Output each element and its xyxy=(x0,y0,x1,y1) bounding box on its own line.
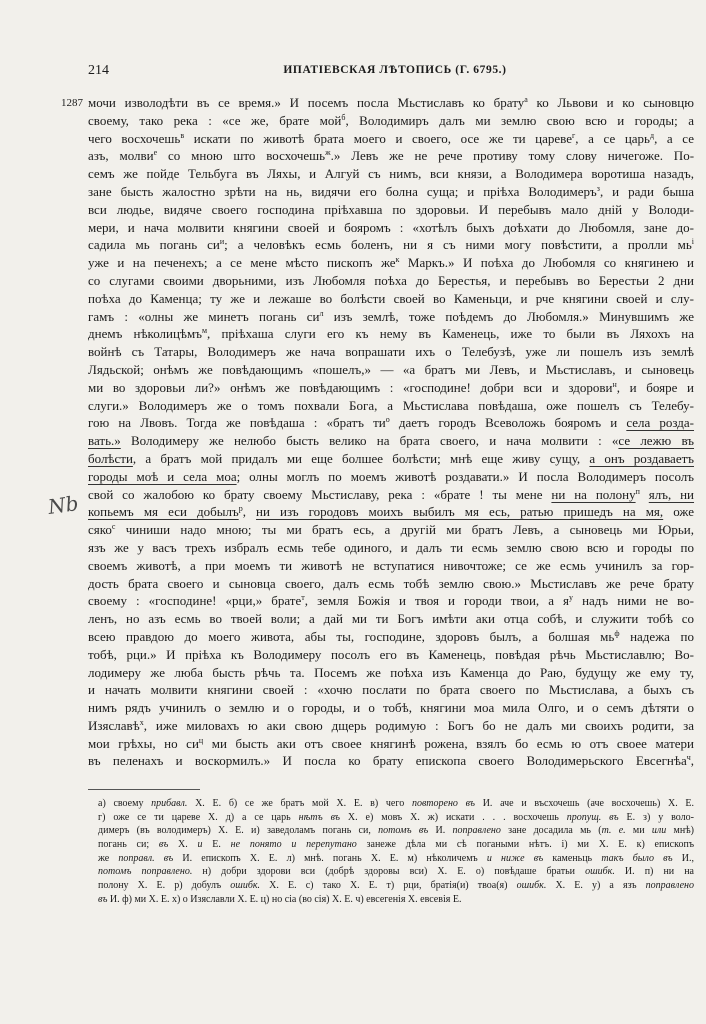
text-run: занеже дѣла ми сѣ погаными нѣтъ. і) ми Х. Е. к) епископъ xyxy=(356,839,694,851)
text-run: искати по животѣ брата моего и своего, осе же ти цареве xyxy=(184,130,573,146)
line-content xyxy=(88,699,694,717)
line-content xyxy=(88,272,694,290)
footnote-marker: т xyxy=(301,593,305,603)
footnote-marker: к xyxy=(395,255,400,265)
text-run: надежа по xyxy=(619,628,694,644)
text-run: слуги.» Володимеръ же о томъ похвали Бога, а Мьстислава повѣдаша, оже пошелъ съ Телебу- xyxy=(88,397,694,413)
line-content xyxy=(88,201,694,219)
text-run: Володимеру же нелюбо бысть велико на брата своего, и нача молвити : « xyxy=(120,433,619,449)
line-content xyxy=(88,575,694,593)
text-run: Е. з) у воло- xyxy=(618,811,694,823)
text-run: садила мь погань си xyxy=(88,237,220,253)
line-content xyxy=(88,539,694,557)
text-run: полону Х. Е. р) добулъ xyxy=(98,880,231,892)
italic-run: пропущ. въ xyxy=(566,811,619,823)
line-content xyxy=(88,183,694,201)
line-content xyxy=(98,824,694,838)
text-run: семъ же пойде Тельбуга въ Ляхы, и Алгуй съ нимъ, вси князи, а Володимера воротиша назадъ, xyxy=(88,166,694,182)
text-run: И. xyxy=(428,825,453,837)
text-run: , Володимиръ далъ ми землю свою всю и городы; а xyxy=(345,112,694,128)
text-run: , пріѣхаша слуги его къ нему въ Каменець, иже то были въ Ляхохъ на xyxy=(207,326,695,342)
footnote-line xyxy=(98,797,694,811)
italic-run: потомъ въ xyxy=(378,825,429,837)
footnote-marker: ч xyxy=(686,753,691,763)
text-line xyxy=(88,201,694,219)
text-line xyxy=(88,290,694,308)
underlined-run: вать.» xyxy=(88,433,121,449)
text-run: Х. Е. у) а язъ xyxy=(546,880,646,892)
footnote-marker: у xyxy=(569,593,574,603)
text-run: , xyxy=(690,753,694,769)
text-run: мнѣ) xyxy=(666,825,694,837)
text-run: своему : «господине! «рци,» брате xyxy=(88,593,302,609)
line-content xyxy=(88,165,694,183)
line-content xyxy=(88,325,694,343)
text-run: ми xyxy=(625,825,652,837)
footnotes xyxy=(98,797,694,907)
text-run: г) оже се ти цареве Х. д) а се царь xyxy=(98,811,299,823)
footnote-marker: н xyxy=(612,379,617,389)
line-content xyxy=(88,361,694,379)
footnote-line xyxy=(98,865,694,879)
text-line xyxy=(88,147,694,165)
text-line xyxy=(88,236,694,254)
italic-run: въ xyxy=(98,893,108,905)
text-run: нимъ рядъ учинилъ о землю и о городы, и о тобѣ, княгини моа мила Олго, и о семъ дѣтяти о xyxy=(88,700,694,716)
text-line xyxy=(88,575,694,593)
footnote-marker: п xyxy=(635,486,640,496)
text-run: сяко xyxy=(88,522,112,538)
chronicle-text xyxy=(88,94,694,770)
footnote-marker: з xyxy=(596,183,600,193)
text-run: зане досадила мь ( xyxy=(500,825,602,837)
footnote-marker: а xyxy=(524,95,528,104)
line-content xyxy=(88,219,694,237)
underlined-run: болѣсти xyxy=(88,450,133,466)
line-content xyxy=(88,450,694,468)
text-run: свой со жалобою ко брату своему Мьстиславу, река : «брате ! ты мене xyxy=(88,486,552,502)
footnote-line xyxy=(98,838,694,852)
text-run: , а се царь xyxy=(575,130,650,146)
text-line xyxy=(88,681,694,699)
text-run: ми бысть аки отъ своее княгинѣ рожена, взялъ бо есмь ю отъ своее матери xyxy=(203,735,694,751)
line-content xyxy=(88,664,694,682)
footnote-marker: е xyxy=(153,148,158,158)
line-content xyxy=(88,752,694,770)
line-content xyxy=(88,236,694,254)
underlined-run: ни на полону xyxy=(551,486,636,502)
line-content xyxy=(88,147,694,165)
text-run: уже и на печенехъ; а се мене мѣсто пископъ же xyxy=(88,255,396,271)
text-run: , а се xyxy=(654,130,694,146)
text-run: поѣха до Каменца; ту же и лежаше во болѣсти своей во Каменьци, и рче княгини своей и слу- xyxy=(88,290,694,306)
text-line xyxy=(88,94,694,112)
line-content xyxy=(88,521,694,539)
underlined-run: села розда- xyxy=(626,415,695,431)
line-content xyxy=(88,681,694,699)
text-line xyxy=(88,432,694,450)
text-run: Изяславѣ xyxy=(88,717,140,733)
line-content xyxy=(88,379,694,397)
italic-run: поправл. въ xyxy=(118,852,174,864)
text-line xyxy=(88,503,694,521)
text-run: ми во здоровьи ли?» онѣмъ же повѣдающимъ : «господине! добри вси и здорови xyxy=(88,379,613,395)
line-content xyxy=(88,717,694,735)
footnote-line xyxy=(98,879,694,893)
text-line xyxy=(88,272,694,290)
italic-run: въ xyxy=(158,839,169,851)
text-run: н) добри здорови вси (добрѣ здоровы вси) Х. Е. о) повѣдаше братьи xyxy=(192,866,586,878)
text-run: .» Левъ же не рече противу тому слову ничегоже. По- xyxy=(330,148,695,164)
text-run: , и бояре и xyxy=(616,379,694,395)
text-run xyxy=(640,487,649,502)
footnote-marker: р xyxy=(238,504,243,514)
line-content xyxy=(88,646,694,664)
text-run: каменьць xyxy=(543,852,602,864)
underlined-run: се лежю въ xyxy=(618,433,695,449)
footnote-marker: і xyxy=(691,237,694,247)
line-content xyxy=(88,432,694,450)
footnote-marker: д xyxy=(649,130,655,140)
footnote-rule xyxy=(88,789,200,790)
text-run: И. епископъ Х. Е. л) мнѣ. погань Х. Е. м) нѣколичемъ xyxy=(173,852,487,864)
footnote-line xyxy=(98,852,694,866)
text-run: димеръ (въ володимеръ) Х. Е. и) заведоламъ погань си, xyxy=(98,825,379,837)
text-run: а) своему xyxy=(98,798,152,809)
text-run: Х. xyxy=(168,839,198,851)
margin-year: 1287 xyxy=(61,97,83,109)
text-line xyxy=(88,130,694,148)
line-content xyxy=(88,308,694,326)
text-run: тобѣ, рци.» И пріѣха къ Володимеру посолъ его въ Каменець, повѣдая рѣчь Мьстиславлю; Во- xyxy=(88,646,694,662)
text-run: надъ ними не во- xyxy=(573,593,694,609)
text-run: и начать молвити княгини своей : «хочю послати по брата своего по Мьстислава, а быхъ съ xyxy=(88,682,694,698)
line-content xyxy=(98,811,694,825)
line-content xyxy=(88,592,694,610)
text-run: чиниши надо мною; ты ми братъ есь, а другій ми братъ Левъ, а сыновець ми Юрьи, xyxy=(115,522,694,538)
text-line xyxy=(88,752,694,770)
italic-run: и xyxy=(197,839,203,851)
text-run: , а братъ мой придалъ ми еще болшее болѣсти; мнѣ еще живу сущу, xyxy=(132,450,590,466)
underlined-run: городы моѣ и села моа xyxy=(88,468,237,484)
text-run: же xyxy=(98,852,119,864)
text-run: И. аче и въсхочешь (аче восхочешь) Х. Е. xyxy=(475,798,694,809)
text-run: мои грѣхы, но си xyxy=(88,735,199,751)
text-run: , земля Божія и твоя и городи твои, а я xyxy=(304,593,570,609)
line-content xyxy=(98,893,461,907)
line-content xyxy=(98,852,694,866)
text-line xyxy=(88,539,694,557)
italic-run: ошибк. xyxy=(585,866,615,878)
footnote-marker: ж xyxy=(325,148,331,158)
line-content xyxy=(88,414,694,432)
text-run: И. п) ни на xyxy=(614,866,694,878)
text-line xyxy=(88,521,694,539)
footnote-line xyxy=(98,824,694,838)
line-content xyxy=(98,797,694,811)
line-content xyxy=(98,865,694,879)
text-run: чего восхочешь xyxy=(88,130,181,146)
italic-run: поправлено xyxy=(452,825,501,837)
text-line xyxy=(88,254,694,272)
italic-run: потомъ поправлено. xyxy=(98,866,193,878)
line-content xyxy=(88,735,694,753)
italic-run: не понято и перепутано xyxy=(230,839,357,851)
italic-run: прибавл. xyxy=(151,798,188,809)
text-run: въ пеленахъ и воскормилъ.» И посла ко брату епископа своего Володимерьского Евсегнѣа xyxy=(88,753,687,769)
line-content xyxy=(88,486,694,504)
text-line xyxy=(88,183,694,201)
underlined-run: а онъ роздаваетъ xyxy=(589,450,694,466)
footnote-marker: ц xyxy=(198,735,204,745)
line-content xyxy=(88,290,694,308)
text-run: своемъ животѣ, а при моемъ ти животѣ не вступатися нивочтоже; се же есмь учинилъ за гор- xyxy=(88,557,694,573)
running-title: ИПАТІЕВСКАЯ ЛѢТОПИСЬ (Г. 6795.) xyxy=(283,64,507,76)
italic-run: и ниже въ xyxy=(486,852,544,864)
line-content xyxy=(88,94,694,112)
text-line xyxy=(88,361,694,379)
footnote-marker: г xyxy=(572,130,576,140)
text-line xyxy=(88,664,694,682)
italic-run: поправлено xyxy=(645,880,694,892)
text-line xyxy=(88,486,694,504)
text-run: Маркъ.» И поѣха до Любомля со княгинею и xyxy=(399,255,695,271)
line-content xyxy=(88,130,694,148)
text-run: вси людье, видяче своего господина пріѣхавша по здоровьи. И перебывъ мало дній у Володи- xyxy=(88,201,694,217)
underlined-run: ни изъ городовъ моихъ выбилъ мя есь, ратью пришедъ на мя, xyxy=(256,504,664,520)
text-run: ко Львови и ко сыновцю xyxy=(527,95,694,110)
text-run: даетъ городъ Всеволожь бояромъ и xyxy=(389,415,627,431)
line-content xyxy=(98,838,694,852)
text-run: со слугами своими дворьними, изъ Любомля поѣха до Берестья, и перебывъ во Берестьи 2 дни xyxy=(88,272,694,288)
text-run: , и ради быша xyxy=(599,183,694,199)
text-line xyxy=(88,112,694,130)
text-run: зане бысть жалостно зрѣти на нь, видячи его болна суща; и пріѣха Володимеръ xyxy=(88,183,597,199)
text-run: всею правдою до моего живота, абы ты, господине, здоровъ былъ, а болшая мь xyxy=(88,628,615,644)
footnote-marker: в xyxy=(180,130,185,140)
italic-run: или xyxy=(651,825,667,837)
text-run: Лядьской; онѣмъ же повѣдающимъ «пошелъ,» — «а братъ ми Левъ, и Мьстиславъ, и сыновець xyxy=(88,361,694,377)
underlined-run: копьемъ мя еси добылъ xyxy=(88,504,239,520)
line-content xyxy=(88,112,694,130)
footnote-marker: м xyxy=(201,326,207,336)
text-line xyxy=(88,397,694,415)
text-line xyxy=(88,557,694,575)
text-run: язъ же у васъ трехъ избралъ есмь тебе одиного, и далъ ти есмь землю свою всю и городы по xyxy=(88,539,694,555)
italic-run: т. е. xyxy=(601,825,626,837)
page-number: 214 xyxy=(88,63,109,78)
text-line xyxy=(88,219,694,237)
text-line xyxy=(88,592,694,610)
text-run: дость брата своего и сыновца своего, далъ есмь тобѣ землю свою.» Мьстиславъ же рече брату xyxy=(88,575,694,591)
margin-handwritten-note: Nb xyxy=(46,491,80,519)
text-run: мочи изволодѣти въ се время.» И посемъ посла Мьстиславъ ко брату xyxy=(88,95,525,110)
italic-run: нѣтъ въ xyxy=(298,811,340,823)
text-line xyxy=(88,450,694,468)
text-run: Х. Е. б) се же братъ мой Х. Е. в) чего xyxy=(187,798,412,809)
footnote-marker: с xyxy=(111,522,116,532)
text-run: войнѣ съ Татары, Володимеръ же нача вопрашати ихъ о Телебузѣ, уже ли пошелъ изъ землѣ xyxy=(88,344,694,360)
text-line xyxy=(88,646,694,664)
text-line xyxy=(88,414,694,432)
italic-run: такъ было въ xyxy=(601,852,673,864)
text-run: , xyxy=(242,504,257,520)
line-content xyxy=(88,557,694,575)
text-run: Е. xyxy=(202,839,231,851)
line-content xyxy=(88,397,694,415)
line-content xyxy=(88,254,694,272)
italic-run: ошибк. xyxy=(516,880,547,892)
text-run: ; олны моглъ по моемъ животѣ роздавати.» И посла Володимеръ посолъ xyxy=(236,468,694,484)
line-content xyxy=(88,343,694,361)
footnote-marker: о xyxy=(385,415,390,425)
text-run: лодимеру же люба бысть рѣчь та. Посемъ же поѣха изъ Каменца до Раю, будущу же ему ту, xyxy=(88,664,694,680)
text-run: И. ф) ми Х. Е. х) о Изяславли Х. Е. ц) но сіа (во сія) Х. Е. ч) евсегенія Х. евсевія Е. xyxy=(107,893,462,905)
line-content xyxy=(88,628,694,646)
text-line xyxy=(88,165,694,183)
text-run: Х. Е. с) тако Х. Е. т) рци, братія(и) твоа(я) xyxy=(260,880,517,892)
text-run: своему, тако река : «се же, брате мой xyxy=(88,112,342,128)
line-content xyxy=(88,503,694,521)
text-line xyxy=(88,717,694,735)
text-run: погань си; xyxy=(98,839,159,851)
text-line xyxy=(88,325,694,343)
footnote-marker: х xyxy=(139,717,144,727)
text-line xyxy=(88,308,694,326)
footnote-marker: л xyxy=(319,308,324,318)
text-run: гамъ : «олны же минетъ погань си xyxy=(88,308,320,324)
text-line xyxy=(88,628,694,646)
text-line xyxy=(88,468,694,486)
text-run: , иже миловахъ ю аки свою дщерь родимую : Богъ бо не далъ ми своихъ родити, за xyxy=(143,717,694,733)
line-content xyxy=(88,468,694,486)
text-line xyxy=(88,379,694,397)
text-run: мери, и нача молвити княгини своей и бояромъ : «хотѣлъ быхъ доѣхати до Любомля, зане до- xyxy=(88,219,694,235)
footnote-marker: б xyxy=(341,112,346,122)
text-run: днемъ нѣколицѣмъ xyxy=(88,326,202,342)
text-run: оже xyxy=(663,504,695,520)
text-line xyxy=(88,610,694,628)
text-run: гою на Лвовъ. Тогда же повѣдаша : «братъ ти xyxy=(88,415,386,431)
footnote-line xyxy=(98,893,694,907)
footnote-line xyxy=(98,811,694,825)
footnote-marker: ф xyxy=(614,628,620,638)
text-run: азъ, молви xyxy=(88,148,154,164)
footnote-marker: и xyxy=(219,237,225,247)
italic-run: повторено въ xyxy=(411,798,475,809)
text-run: И., xyxy=(672,852,694,864)
text-run: Х. е) мовъ Х. ж) искати . . . восхочешь xyxy=(339,811,567,823)
text-line xyxy=(88,699,694,717)
text-line xyxy=(88,735,694,753)
text-run: ; а человѣкъ есмь боленъ, ни я съ ними могу повѣстити, а пролли мь xyxy=(224,237,692,253)
text-line xyxy=(88,343,694,361)
text-run: ленъ, но азъ есмь во твоей воли; а дай ми ти Богъ имѣти аки отца собѣ, и служити тобѣ со xyxy=(88,611,694,627)
line-content xyxy=(88,610,694,628)
text-run: со мною што восхочешь xyxy=(157,148,326,164)
line-content xyxy=(98,879,694,893)
underlined-run: ялъ, ни xyxy=(648,486,695,502)
italic-run: ошибк. xyxy=(230,880,261,892)
text-run: изъ землѣ, тоже поѣдемъ до Любомля.» Минувшимъ же xyxy=(323,308,694,324)
